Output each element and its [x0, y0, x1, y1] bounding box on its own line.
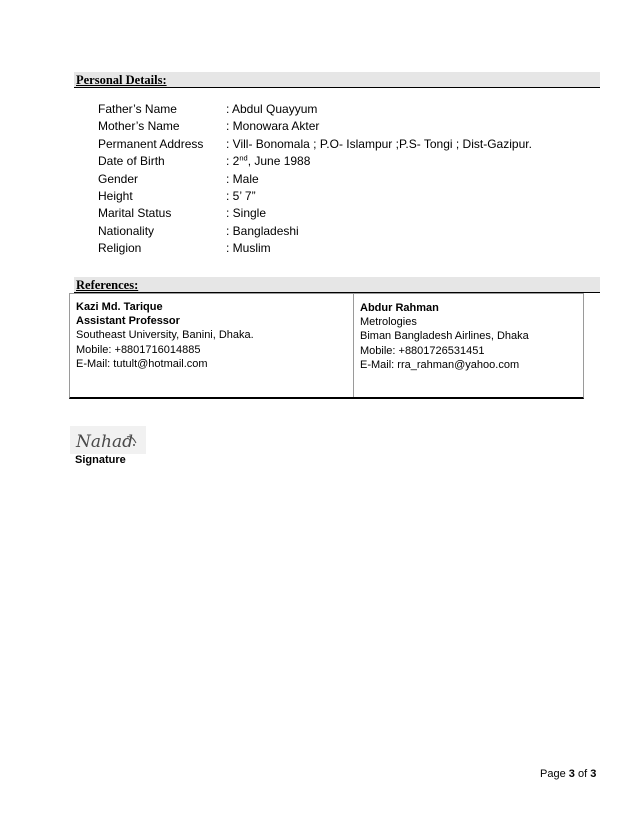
reference-title: Metrologies: [360, 316, 417, 329]
detail-label: Height: [98, 188, 133, 203]
reference-email: E-Mail: rra_rahman@yahoo.com: [360, 358, 520, 371]
reference-right: [360, 301, 529, 372]
references-column-divider: [353, 294, 354, 397]
references-heading-text: References:: [76, 278, 139, 292]
reference-name: Kazi Md. Tarique: [76, 301, 163, 313]
detail-value: [226, 153, 310, 170]
dob-prefix: : 2: [226, 154, 240, 169]
signature-image: [70, 426, 146, 454]
detail-value: : Male: [226, 171, 259, 186]
detail-value: : 5’ 7”: [226, 188, 256, 203]
references-table: [69, 293, 584, 399]
reference-email: E-Mail: tutult@hotmail.com: [76, 357, 208, 370]
dob-suffix: , June 1988: [247, 154, 311, 169]
detail-value: : Muslim: [226, 241, 271, 256]
reference-organization: Biman Bangladesh Airlines, Dhaka: [360, 330, 529, 343]
reference-mobile: Mobile: +8801716014885: [76, 343, 201, 356]
page-word: Page: [540, 768, 566, 780]
signature-handwriting: Nahad: [76, 432, 133, 452]
detail-label: Marital Status: [98, 206, 172, 221]
reference-left: [76, 300, 254, 371]
detail-label: Father’s Name: [98, 102, 177, 116]
detail-label: Date of Birth: [98, 154, 165, 169]
detail-label: Gender: [98, 171, 139, 186]
detail-label: Mother’s Name: [98, 119, 180, 134]
reference-title: Assistant Professor: [76, 315, 180, 328]
detail-value: : Single: [226, 206, 267, 221]
personal-details-heading: [74, 72, 600, 88]
page-of-word: of: [577, 768, 588, 780]
reference-name: Abdur Rahman: [360, 302, 439, 314]
detail-value: : Monowara Akter: [226, 119, 320, 134]
detail-label: Religion: [98, 241, 142, 256]
detail-value: : Bangladeshi: [226, 223, 299, 238]
detail-value: : Vill- Bonomala ; P.O- Islampur ;P.S- Tongi ; Dist-Gazipur.: [226, 136, 532, 151]
detail-label: Permanent Address: [98, 136, 204, 151]
reference-organization: Southeast University, Banini, Dhaka.: [76, 329, 254, 342]
personal-details-heading-text: Personal Details:: [76, 73, 167, 87]
reference-mobile: Mobile: +8801726531451: [360, 344, 485, 357]
detail-label: Nationality: [98, 223, 155, 238]
page-current: 3: [568, 768, 575, 780]
page-footer: [540, 768, 596, 780]
references-heading: [74, 277, 600, 293]
signature-label: Signature: [75, 454, 126, 466]
detail-value: : Abdul Quayyum: [226, 102, 318, 116]
page-total: 3: [590, 768, 597, 780]
dob-ordinal: nd: [239, 153, 248, 163]
